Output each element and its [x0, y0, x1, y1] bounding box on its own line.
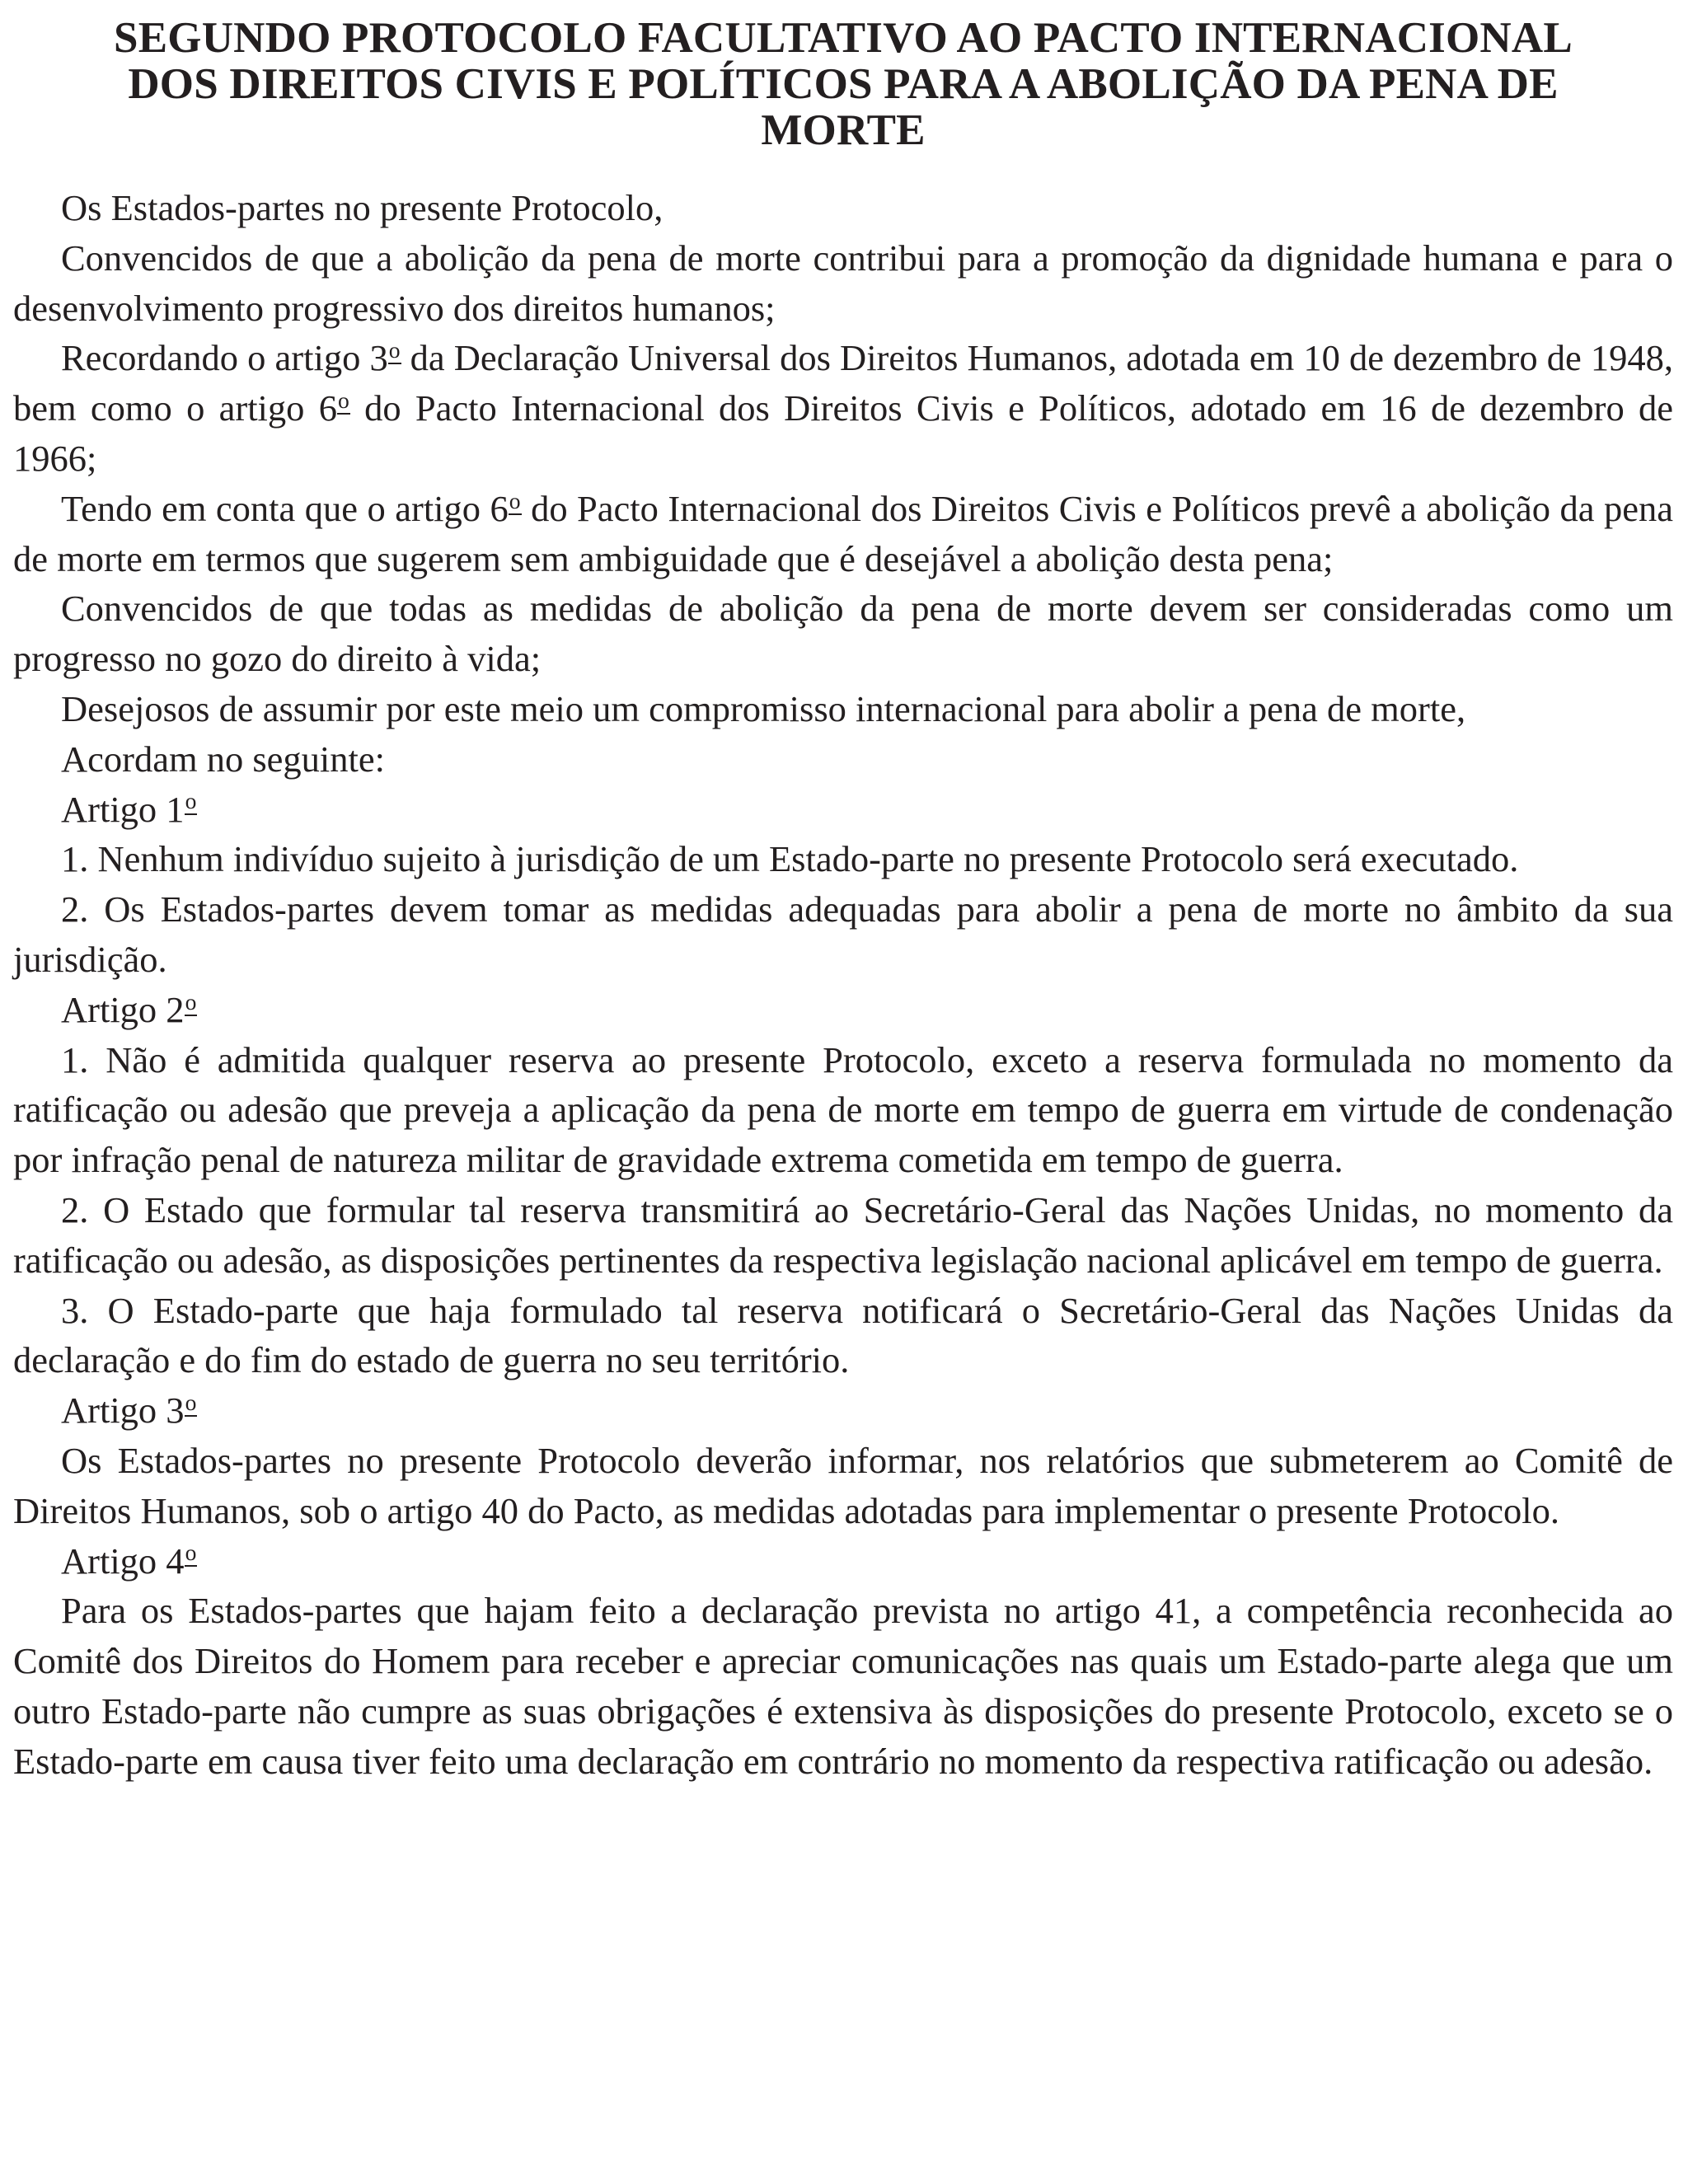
preamble-paragraph [13, 333, 1673, 483]
title-line-3: MORTE [761, 106, 926, 154]
document-page [13, 15, 1673, 1787]
article-heading-text: Artigo 1 [61, 788, 185, 830]
document-title [13, 15, 1673, 153]
ordinal-indicator: o [509, 487, 521, 513]
article-paragraph: 1. Não é admitida qualquer reserva ao presente Protocolo, exceto a reserva formulada no momento da ratificação ou adesão que preveja a aplicação da pena de morte em tempo de guerra em virtude de condenação por infração penal de natureza militar de gravidade extrema cometida em tempo de guerra. [13, 1038, 1673, 1181]
ordinal-indicator: o [185, 1540, 197, 1566]
ordinal-indicator: o [185, 788, 197, 814]
article-paragraph: Para os Estados-partes que hajam feito a declaração prevista no artigo 41, a competência reconhecida ao Comitê dos Direitos do Homem para receber e apreciar comunicações nas quais um Estado-parte alega que um outro Estado-parte não cumpre as suas obrigações é extensiva às disposições do presente Protocolo, exceto se o Estado-parte em causa tiver feito uma declaração em contrário no momento da respectiva ratificação ou adesão. [13, 1590, 1673, 1782]
article-paragraph: 3. O Estado-parte que haja formulado tal reserva notificará o Secretário-Geral das Nações Unidas da declaração e do fim do estado de guerra no seu território. [13, 1289, 1673, 1381]
article-heading [13, 1385, 1673, 1436]
preamble-paragraph: Os Estados-partes no presente Protocolo, [61, 187, 663, 228]
preamble-paragraph [13, 484, 1673, 584]
preamble-paragraph: Convencidos de que a abolição da pena de morte contribui para a promoção da dignidade humana e para o desenvolvimento progressivo dos direitos humanos; [13, 237, 1673, 329]
title-line-1: SEGUNDO PROTOCOLO FACULTATIVO AO PACTO INTERNACIONAL [114, 14, 1573, 62]
article-heading [13, 785, 1673, 835]
article-paragraph: Os Estados-partes no presente Protocolo deverão informar, nos relatórios que submeterem ao Comitê de Direitos Humanos, sob o artigo 40 do Pacto, as medidas adotadas para implementar o presente Protocolo. [13, 1439, 1673, 1531]
preamble-text: do Pacto Internacional dos Direitos Civis e Políticos prevê a abolição da pena de morte em termos que sugerem sem ambiguidade que é desejável a abolição desta pena; [13, 487, 1673, 579]
ordinal-indicator: o [388, 337, 401, 363]
article-heading-text: Artigo 3 [61, 1390, 185, 1432]
preamble-paragraph: Desejosos de assumir por este meio um compromisso internacional para abolir a pena de morte, [61, 687, 1466, 729]
ordinal-indicator: o [185, 1389, 197, 1415]
preamble-text: Recordando o artigo 3 [61, 337, 388, 379]
document-body [13, 183, 1673, 1787]
preamble-text: da Declaração Universal dos Direitos Humanos, adotada em 10 de dezembro de 1948, bem como o artigo 6 [13, 337, 1673, 429]
title-line-2: DOS DIREITOS CIVIS E POLÍTICOS PARA A ABOLIÇÃO DA PENA DE [128, 60, 1559, 108]
article-heading [13, 1536, 1673, 1586]
article-heading-text: Artigo 2 [61, 988, 185, 1030]
article-heading [13, 985, 1673, 1035]
article-paragraph: 2. O Estado que formular tal reserva transmitirá ao Secretário-Geral das Nações Unidas, no momento da ratificação ou adesão, as disposições pertinentes da respectiva legislação nacional aplicável em tempo de guerra. [13, 1188, 1673, 1281]
article-paragraph: 2. Os Estados-partes devem tomar as medidas adequadas para abolir a pena de morte no âmbito da sua jurisdição. [13, 888, 1673, 980]
article-paragraph: 1. Nenhum indivíduo sujeito à jurisdição de um Estado-parte no presente Protocolo será executado. [61, 838, 1519, 880]
preamble-paragraph: Convencidos de que todas as medidas de abolição da pena de morte devem ser consideradas como um progresso no gozo do direito à vida; [13, 588, 1673, 680]
preamble-text: Tendo em conta que o artigo 6 [61, 487, 509, 529]
ordinal-indicator: o [185, 988, 197, 1015]
article-heading-text: Artigo 4 [61, 1540, 185, 1582]
preamble-paragraph: Acordam no seguinte: [61, 738, 385, 780]
ordinal-indicator: o [337, 387, 349, 414]
preamble-text: do Pacto Internacional dos Direitos Civis e Políticos, adotado em 16 de dezembro de 1966; [13, 387, 1673, 479]
